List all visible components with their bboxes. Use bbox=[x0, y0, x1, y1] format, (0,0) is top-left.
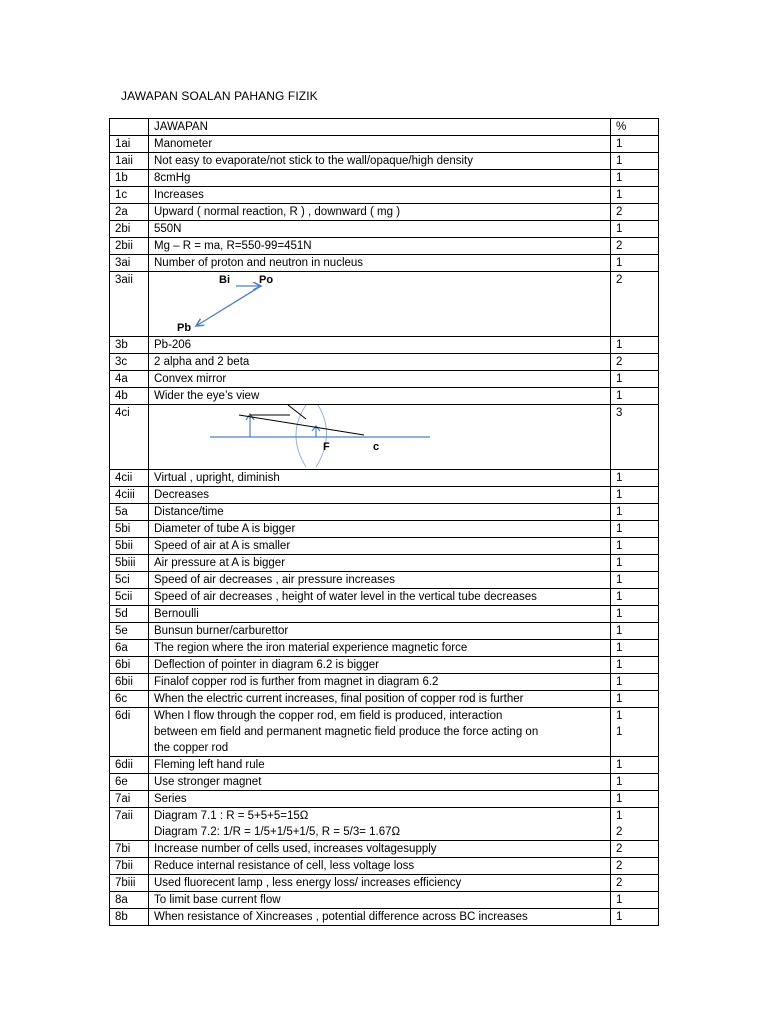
answer-text: Speed of air decreases , height of water level in the vertical tube decreases bbox=[149, 589, 611, 606]
table-row bbox=[110, 487, 659, 504]
answer-text: When the electric current increases, final position of copper rod is further bbox=[149, 691, 611, 708]
mark-line: 1 bbox=[616, 710, 623, 722]
table-row bbox=[110, 875, 659, 892]
mark-value: 1 bbox=[611, 170, 659, 187]
table-row bbox=[110, 272, 659, 337]
question-number: 6bi bbox=[110, 657, 149, 674]
mark-value: 1 bbox=[611, 774, 659, 791]
answer-text bbox=[149, 708, 611, 757]
table-row bbox=[110, 858, 659, 875]
question-number: 6c bbox=[110, 691, 149, 708]
table-row bbox=[110, 521, 659, 538]
question-number: 7aii bbox=[110, 808, 149, 841]
label-bi: Bi bbox=[219, 274, 230, 286]
answer-line: the copper rod bbox=[154, 742, 229, 754]
answer-text: Deflection of pointer in diagram 6.2 is bigger bbox=[149, 657, 611, 674]
question-number: 3b bbox=[110, 337, 149, 354]
table-row bbox=[110, 892, 659, 909]
question-number: 6e bbox=[110, 774, 149, 791]
answer-text: Bernoulli bbox=[149, 606, 611, 623]
mark-value: 3 bbox=[611, 405, 659, 470]
question-number: 5bii bbox=[110, 538, 149, 555]
answer-text: Speed of air decreases , air pressure increases bbox=[149, 572, 611, 589]
mark-value: 2 bbox=[611, 272, 659, 337]
question-number: 4cii bbox=[110, 470, 149, 487]
label-pb: Pb bbox=[177, 322, 192, 334]
answer-text: Bunsun burner/carburettor bbox=[149, 623, 611, 640]
convex-mirror-ray-diagram bbox=[154, 405, 616, 469]
mark-value: 1 bbox=[611, 589, 659, 606]
label-centre-curvature: c bbox=[373, 441, 380, 453]
table-row bbox=[110, 337, 659, 354]
table-row bbox=[110, 640, 659, 657]
table-row bbox=[110, 371, 659, 388]
answer-text: Number of proton and neutron in nucleus bbox=[149, 255, 611, 272]
question-number: 8b bbox=[110, 909, 149, 926]
answer-text: Speed of air at A is smaller bbox=[149, 538, 611, 555]
question-number: 5e bbox=[110, 623, 149, 640]
answer-text: Used fluorecent lamp , less energy loss/ increases efficiency bbox=[149, 875, 611, 892]
mark-line: 2 bbox=[616, 826, 623, 838]
mark-value: 2 bbox=[611, 354, 659, 371]
mark-value: 1 bbox=[611, 555, 659, 572]
answer-text: Finalof copper rod is further from magnet in diagram 6.2 bbox=[149, 674, 611, 691]
mark-value: 1 bbox=[611, 255, 659, 272]
question-number: 1ai bbox=[110, 136, 149, 153]
table-row bbox=[110, 623, 659, 640]
table-row bbox=[110, 808, 659, 841]
header-number bbox=[110, 119, 149, 136]
table-row bbox=[110, 538, 659, 555]
diagram-cell bbox=[149, 272, 611, 337]
mark-value: 1 bbox=[611, 606, 659, 623]
label-focal-point: F bbox=[323, 441, 330, 453]
answer-text: 8cmHg bbox=[149, 170, 611, 187]
question-number: 7biii bbox=[110, 875, 149, 892]
answer-text: Increases bbox=[149, 187, 611, 204]
answer-text: Not easy to evaporate/not stick to the wall/opaque/high density bbox=[149, 153, 611, 170]
answer-text: Wider the eye’s view bbox=[149, 388, 611, 405]
answer-text bbox=[149, 808, 611, 841]
header-answer: JAWAPAN bbox=[149, 119, 611, 136]
answer-text: Pb-206 bbox=[149, 337, 611, 354]
mark-value: 1 bbox=[611, 337, 659, 354]
label-po: Po bbox=[259, 274, 274, 286]
mark-value: 1 bbox=[611, 504, 659, 521]
question-number: 5cii bbox=[110, 589, 149, 606]
answer-text: Upward ( normal reaction, R ) , downward ( mg ) bbox=[149, 204, 611, 221]
question-number: 3ai bbox=[110, 255, 149, 272]
table-row bbox=[110, 170, 659, 187]
answer-line: When I flow through the copper rod, em field is produced, interaction bbox=[154, 710, 503, 722]
question-number: 6a bbox=[110, 640, 149, 657]
mark-value: 2 bbox=[611, 875, 659, 892]
mark-value: 1 bbox=[611, 892, 659, 909]
answer-text: When resistance of Xincreases , potential difference across BC increases bbox=[149, 909, 611, 926]
mark-value: 1 bbox=[611, 221, 659, 238]
question-number: 6dii bbox=[110, 757, 149, 774]
answer-text: Increase number of cells used, increases voltagesupply bbox=[149, 841, 611, 858]
answer-line: Diagram 7.2: 1/R = 1/5+1/5+1/5, R = 5/3= 1.67Ω bbox=[154, 826, 401, 838]
mark-value: 2 bbox=[611, 858, 659, 875]
question-number: 5a bbox=[110, 504, 149, 521]
mark-value: 1 bbox=[611, 187, 659, 204]
mark-value bbox=[611, 708, 659, 757]
mark-value: 1 bbox=[611, 470, 659, 487]
question-number: 4b bbox=[110, 388, 149, 405]
question-number: 4a bbox=[110, 371, 149, 388]
question-number: 5ci bbox=[110, 572, 149, 589]
mark-value: 1 bbox=[611, 538, 659, 555]
answer-text: Fleming left hand rule bbox=[149, 757, 611, 774]
mark-value: 1 bbox=[611, 572, 659, 589]
mark-value: 1 bbox=[611, 640, 659, 657]
answer-text: Use stronger magnet bbox=[149, 774, 611, 791]
table-header-row bbox=[110, 119, 659, 136]
mark-line: 1 bbox=[616, 810, 623, 822]
answer-text: Mg – R = ma, R=550-99=451N bbox=[149, 238, 611, 255]
table-row bbox=[110, 674, 659, 691]
diagram-cell bbox=[149, 405, 611, 470]
mark-value bbox=[611, 808, 659, 841]
header-percent: % bbox=[611, 119, 659, 136]
answer-text: Air pressure at A is bigger bbox=[149, 555, 611, 572]
table-row bbox=[110, 470, 659, 487]
table-row bbox=[110, 555, 659, 572]
table-row bbox=[110, 153, 659, 170]
question-number: 4ci bbox=[110, 405, 149, 470]
mark-line: 1 bbox=[616, 726, 623, 738]
question-number: 8a bbox=[110, 892, 149, 909]
table-row bbox=[110, 909, 659, 926]
question-number: 6bii bbox=[110, 674, 149, 691]
table-row bbox=[110, 136, 659, 153]
table-row bbox=[110, 708, 659, 757]
table-row bbox=[110, 757, 659, 774]
answer-text: To limit base current flow bbox=[149, 892, 611, 909]
table-row bbox=[110, 204, 659, 221]
table-row bbox=[110, 691, 659, 708]
mark-value: 2 bbox=[611, 204, 659, 221]
table-row bbox=[110, 589, 659, 606]
question-number: 3c bbox=[110, 354, 149, 371]
table-row bbox=[110, 504, 659, 521]
table-row bbox=[110, 238, 659, 255]
mark-value: 1 bbox=[611, 487, 659, 504]
table-row bbox=[110, 774, 659, 791]
mark-value: 2 bbox=[611, 841, 659, 858]
question-number: 7ai bbox=[110, 791, 149, 808]
question-number: 7bii bbox=[110, 858, 149, 875]
mark-value: 1 bbox=[611, 691, 659, 708]
answer-text: The region where the iron material experience magnetic force bbox=[149, 640, 611, 657]
table-row bbox=[110, 221, 659, 238]
answer-line: Diagram 7.1 : R = 5+5+5=15Ω bbox=[154, 810, 309, 822]
answer-text: Series bbox=[149, 791, 611, 808]
mark-value: 1 bbox=[611, 136, 659, 153]
question-number: 5bi bbox=[110, 521, 149, 538]
mark-value: 1 bbox=[611, 909, 659, 926]
question-number: 1b bbox=[110, 170, 149, 187]
question-number: 5d bbox=[110, 606, 149, 623]
answer-line: between em field and permanent magnetic field produce the force acting on bbox=[154, 726, 539, 738]
table-row bbox=[110, 187, 659, 204]
mark-value: 1 bbox=[611, 153, 659, 170]
answer-text: Reduce internal resistance of cell, less voltage loss bbox=[149, 858, 611, 875]
answer-text: Diameter of tube A is bigger bbox=[149, 521, 611, 538]
table-row bbox=[110, 572, 659, 589]
question-number: 4ciii bbox=[110, 487, 149, 504]
mark-value: 1 bbox=[611, 623, 659, 640]
answer-text: Manometer bbox=[149, 136, 611, 153]
question-number: 1c bbox=[110, 187, 149, 204]
table-row bbox=[110, 657, 659, 674]
mark-value: 1 bbox=[611, 757, 659, 774]
mark-value: 2 bbox=[611, 238, 659, 255]
answer-table bbox=[109, 118, 659, 926]
answer-text: Convex mirror bbox=[149, 371, 611, 388]
answer-text: Decreases bbox=[149, 487, 611, 504]
answer-text: 550N bbox=[149, 221, 611, 238]
table-row bbox=[110, 791, 659, 808]
table-row bbox=[110, 388, 659, 405]
question-number: 3aii bbox=[110, 272, 149, 337]
mark-value: 1 bbox=[611, 371, 659, 388]
table-row bbox=[110, 255, 659, 272]
question-number: 2bi bbox=[110, 221, 149, 238]
question-number: 1aii bbox=[110, 153, 149, 170]
document-title: JAWAPAN SOALAN PAHANG FIZIK bbox=[121, 89, 318, 103]
answer-text: Distance/time bbox=[149, 504, 611, 521]
mark-value: 1 bbox=[611, 521, 659, 538]
question-number: 2bii bbox=[110, 238, 149, 255]
mark-value: 1 bbox=[611, 657, 659, 674]
table-row bbox=[110, 841, 659, 858]
question-number: 6di bbox=[110, 708, 149, 757]
question-number: 2a bbox=[110, 204, 149, 221]
answer-text: Virtual , upright, diminish bbox=[149, 470, 611, 487]
table-row bbox=[110, 354, 659, 371]
mark-value: 1 bbox=[611, 388, 659, 405]
mark-value: 1 bbox=[611, 791, 659, 808]
table-row bbox=[110, 606, 659, 623]
question-number: 7bi bbox=[110, 841, 149, 858]
answer-text: 2 alpha and 2 beta bbox=[149, 354, 611, 371]
mark-value: 1 bbox=[611, 674, 659, 691]
question-number: 5biii bbox=[110, 555, 149, 572]
table-row bbox=[110, 405, 659, 470]
